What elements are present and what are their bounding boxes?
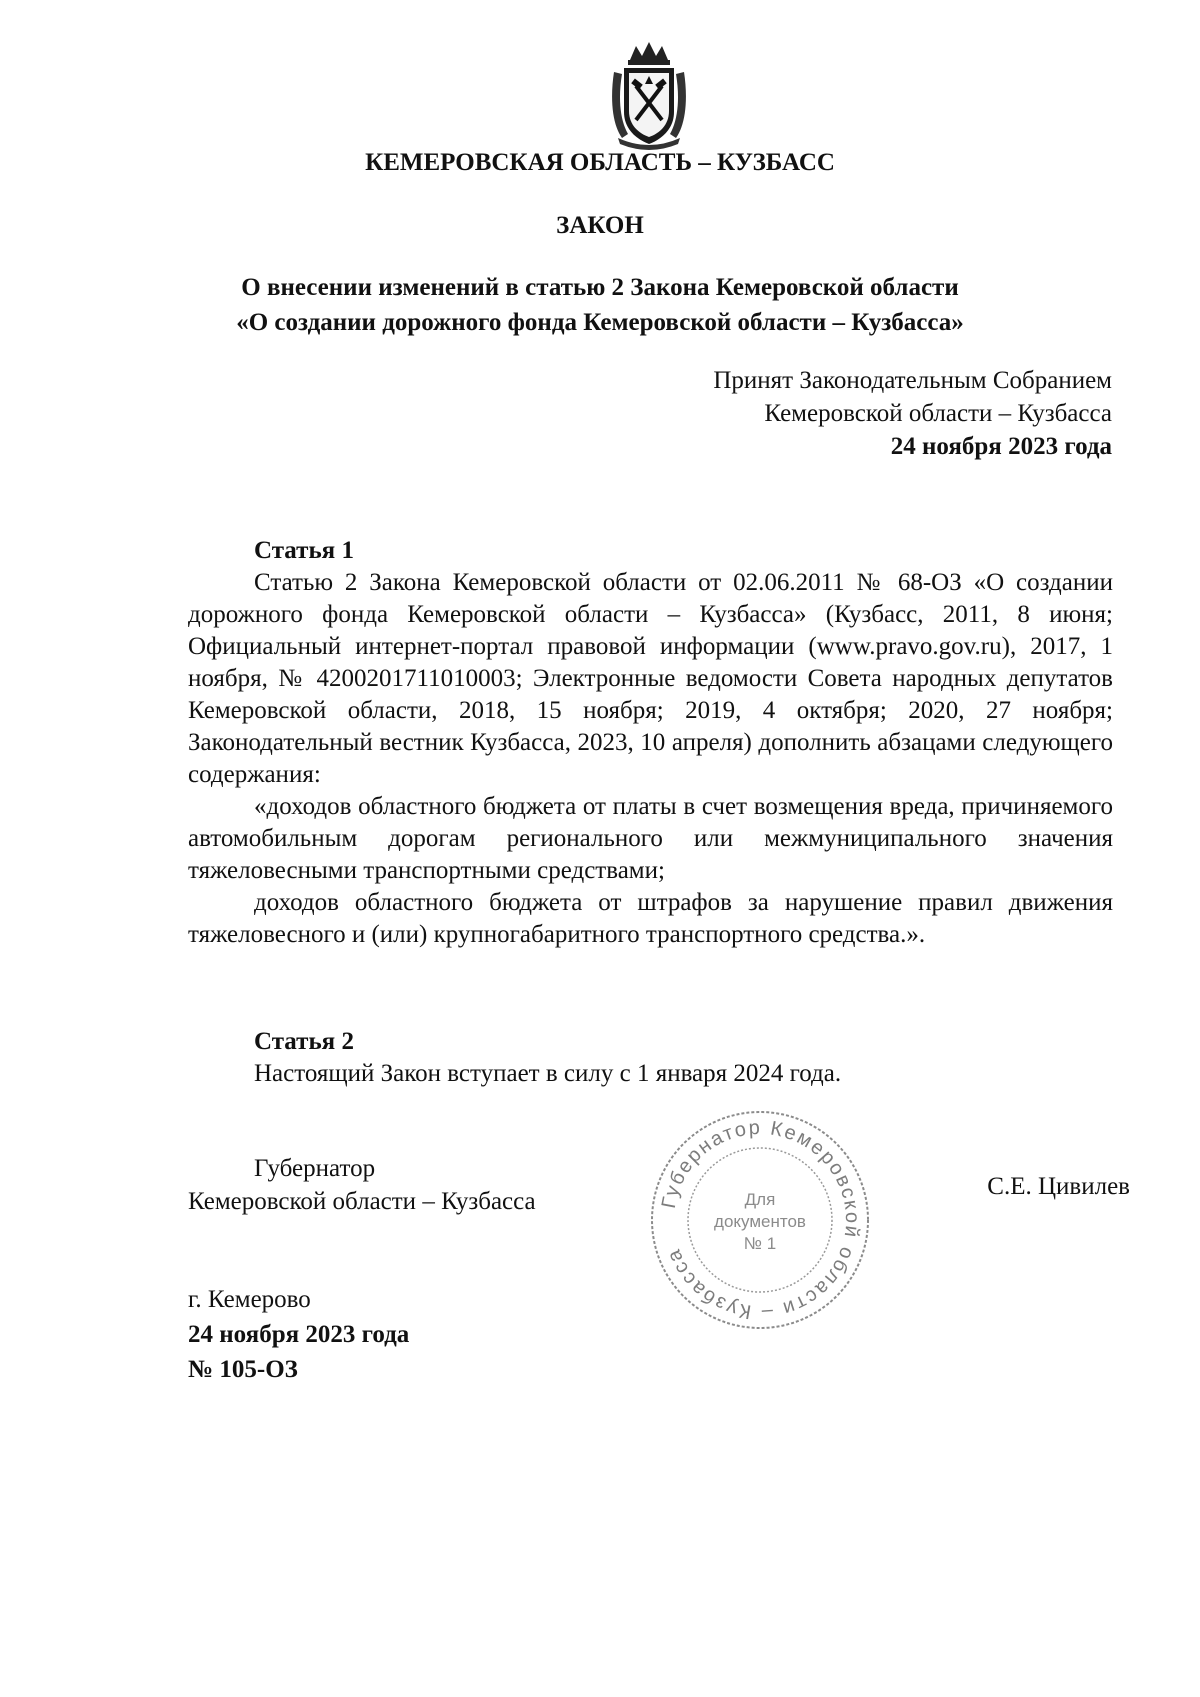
- article-1-paragraph-1: Статью 2 Закона Кемеровской области от 02.06.2011 № 68-ОЗ «О создании дорожного фонда Кемеровской области – Кузбасса» (Кузбасс, 2011, 8 июня; Официальный интернет-портал правовой информации (www.pravo.gov.ru), 2017, 1 ноября, № 4200201711010003; Электронные ведомости Совета народных депутатов Кемеровской области, 2018, 15 ноября; 2019, 4 октября; 2020, 27 ноября; Законодательный вестник Кузбасса, 2023, 10 апреля) дополнить абзацами следующего содержания:: [188, 569, 1113, 788]
- article-1-body: [188, 567, 1113, 951]
- adoption-line-1: Принят Законодательным Собранием: [713, 367, 1112, 394]
- article-2-paragraph-1: Настоящий Закон вступает в силу с 1 января 2024 года.: [254, 1060, 842, 1087]
- article-1-heading: Статья 1: [254, 537, 354, 564]
- signatory-position: [188, 1152, 608, 1218]
- article-2-body: [188, 1058, 1113, 1090]
- footer-law-number: № 105-ОЗ: [188, 1356, 298, 1383]
- region-title: КЕМЕРОВСКАЯ ОБЛАСТЬ – КУЗБАСС: [365, 149, 835, 176]
- adoption-block: [552, 364, 1112, 463]
- signatory-name: С.Е. Цивилев: [987, 1173, 1130, 1200]
- document-footer: [188, 1282, 688, 1387]
- article-1-paragraph-3: доходов областного бюджета от штрафов за нарушение правил движения тяжеловесного и (или) крупногабаритного транспортного средства.».: [188, 889, 1113, 948]
- stamp-ring-text: Губернатор Кемеровской области – Кузбасса: [657, 1116, 864, 1324]
- signatory-position-line-1: Губернатор: [254, 1155, 376, 1182]
- adoption-line-2: Кемеровской области – Кузбасса: [764, 400, 1112, 427]
- article-2-heading: Статья 2: [254, 1028, 354, 1055]
- stamp-center-line-3: № 1: [743, 1234, 777, 1253]
- footer-date: 24 ноября 2023 года: [188, 1321, 410, 1348]
- article-1-paragraph-2: «доходов областного бюджета от платы в счет возмещения вреда, причиняемого автомобильным дорогам регионального или межмуниципального значения тяжеловесными транспортными средствами;: [188, 793, 1113, 884]
- coat-of-arms-icon: [608, 38, 690, 150]
- law-title: [0, 270, 1200, 340]
- footer-city: г. Кемерово: [188, 1286, 311, 1313]
- adoption-date: 24 ноября 2023 года: [890, 433, 1112, 460]
- document-type: ЗАКОН: [556, 212, 644, 239]
- law-title-line-1: О внесении изменений в статью 2 Закона Кемеровской области: [241, 274, 959, 301]
- signatory-position-line-2: Кемеровской области – Кузбасса: [188, 1188, 536, 1215]
- stamp-center-line-2: документов: [714, 1212, 806, 1231]
- law-title-line-2: «О создании дорожного фонда Кемеровской области – Кузбасса»: [236, 309, 964, 336]
- stamp-center-line-1: Для: [744, 1190, 776, 1209]
